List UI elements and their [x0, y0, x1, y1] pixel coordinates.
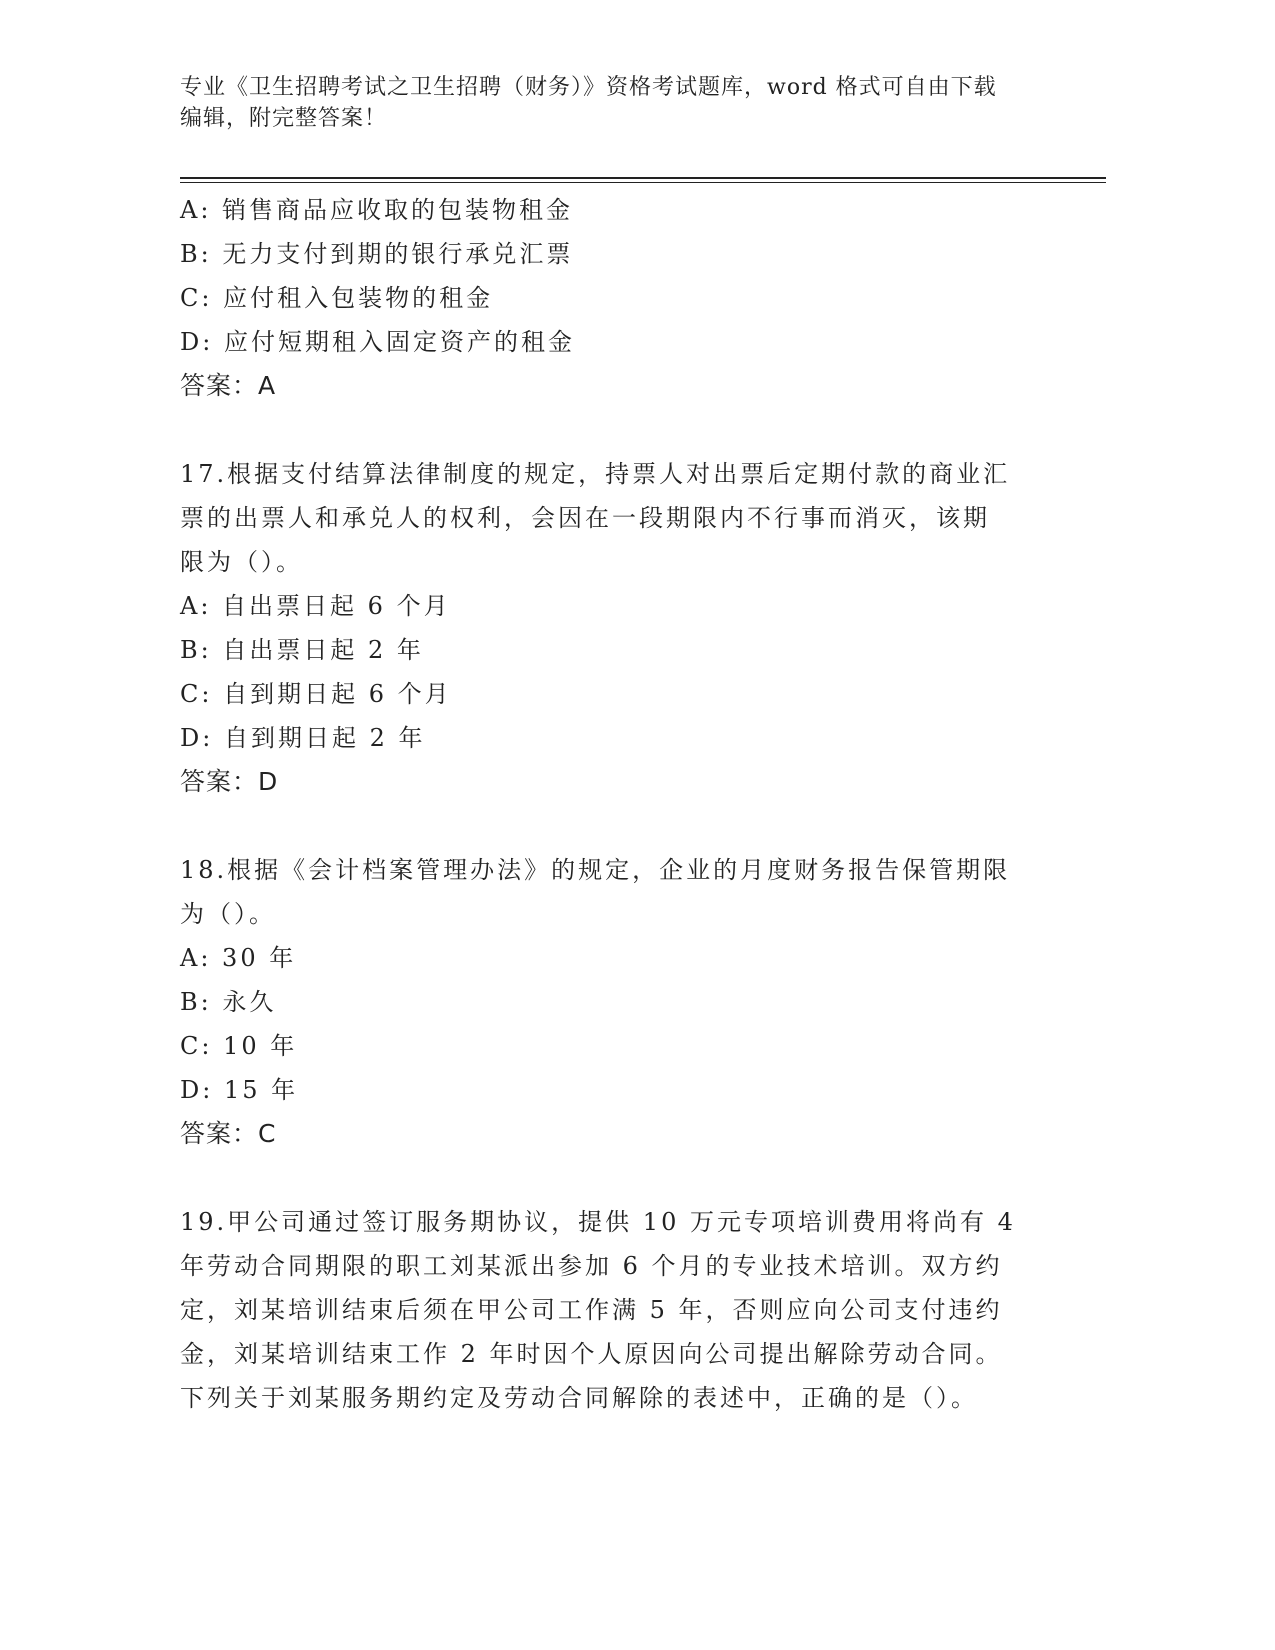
option-c: C: 应付租入包装物的租金	[180, 284, 494, 312]
option-b: B: 永久	[180, 988, 277, 1016]
question-17	[180, 452, 1060, 804]
option-b: B: 无力支付到期的银行承兑汇票	[180, 240, 574, 268]
header-line-1: 专业《卫生招聘考试之卫生招聘（财务）》资格考试题库，word 格式可自由下载	[180, 75, 997, 100]
stem-line: 为（）。	[180, 900, 276, 928]
question-19	[180, 1200, 1060, 1420]
stem-line: 票的出票人和承兑人的权利，会因在一段期限内不行事而消灭，该期	[180, 504, 990, 532]
stem-line: 下列关于刘某服务期约定及劳动合同解除的表述中，正确的是（）。	[180, 1384, 978, 1412]
option-d: D: 15 年	[180, 1076, 299, 1104]
question-16	[180, 188, 1060, 408]
question-stem	[180, 1200, 1040, 1420]
option-a: A: 销售商品应收取的包装物租金	[180, 196, 574, 224]
answer-line: 答案：A	[180, 371, 277, 400]
option-d: D: 应付短期租入固定资产的租金	[180, 328, 575, 356]
stem-line: 金，刘某培训结束工作 2 年时因个人原因向公司提出解除劳动合同。	[180, 1340, 1003, 1368]
stem-line: 17.根据支付结算法律制度的规定，持票人对出票后定期付款的商业汇	[180, 460, 1011, 488]
question-content	[180, 188, 1060, 1420]
option-a: A: 自出票日起 6 个月	[180, 592, 451, 620]
option-c: C: 自到期日起 6 个月	[180, 680, 452, 708]
header-line-2: 编辑，附完整答案！	[180, 106, 388, 131]
option-d: D: 自到期日起 2 年	[180, 724, 426, 752]
option-a: A: 30 年	[180, 944, 297, 972]
stem-line: 定，刘某培训结束后须在甲公司工作满 5 年，否则应向公司支付违约	[180, 1296, 1003, 1324]
answer-line: 答案：D	[180, 767, 279, 796]
page-header	[180, 72, 1040, 134]
option-b: B: 自出票日起 2 年	[180, 636, 424, 664]
stem-line: 限为（）。	[180, 548, 303, 576]
question-18	[180, 848, 1060, 1156]
stem-line: 年劳动合同期限的职工刘某派出参加 6 个月的专业技术培训。双方约	[180, 1252, 1003, 1280]
question-stem	[180, 848, 1040, 936]
header-rule-thick	[180, 177, 1106, 179]
stem-line: 19.甲公司通过签订服务期协议，提供 10 万元专项培训费用将尚有 4	[180, 1208, 1016, 1236]
stem-line: 18.根据《会计档案管理办法》的规定，企业的月度财务报告保管期限	[180, 856, 1011, 884]
option-c: C: 10 年	[180, 1032, 298, 1060]
answer-line: 答案：C	[180, 1119, 277, 1148]
question-stem	[180, 452, 1040, 584]
header-rule-thin	[180, 182, 1106, 183]
